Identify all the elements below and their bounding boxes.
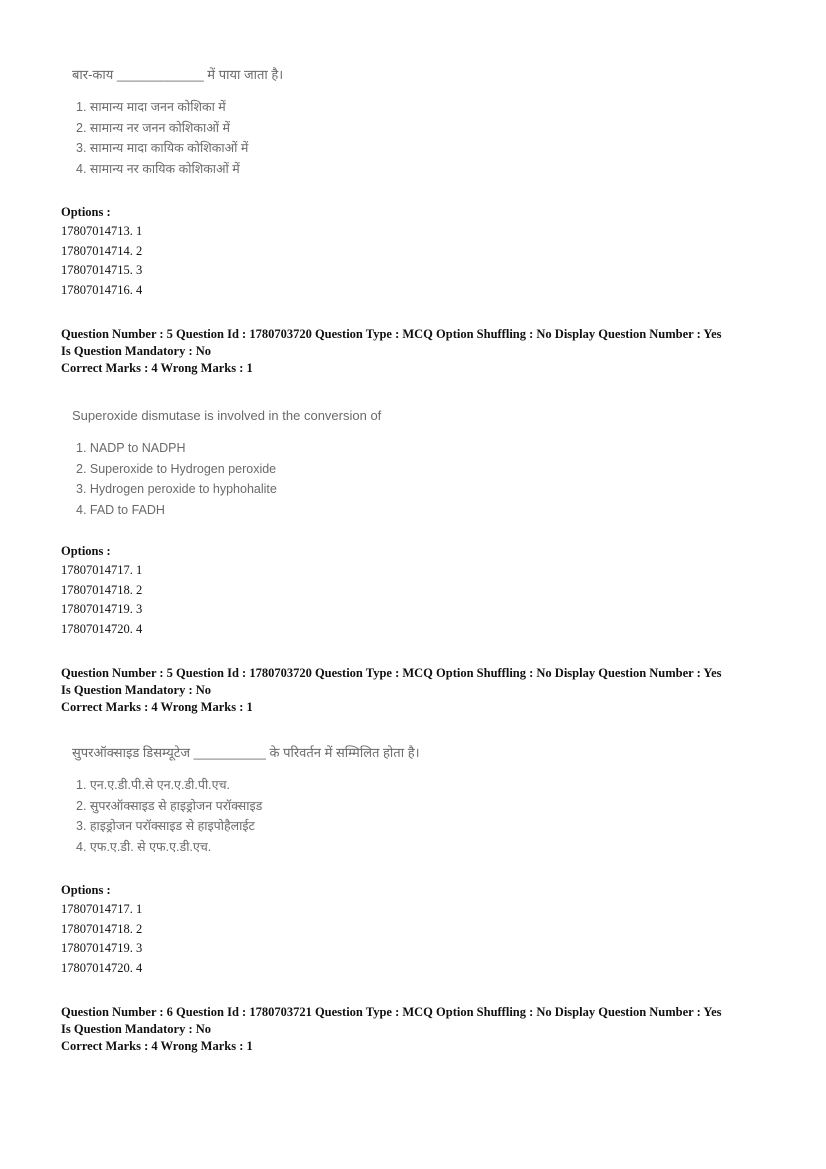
options-list — [61, 881, 781, 979]
answer-choices — [76, 775, 492, 857]
option-row: 17807014720. 4 — [61, 961, 143, 976]
option-row: 17807014713. 1 — [61, 224, 143, 238]
option-row: 17807014719. 3 — [61, 602, 143, 617]
option-row: 17807014715. 3 — [61, 263, 143, 278]
options-list — [61, 542, 781, 640]
answer-choice: 2. सामान्य नर जनन कोशिकाओं में — [76, 120, 230, 135]
option-row: 17807014714. 2 — [61, 243, 143, 258]
question-meta-line: Question Number : 6 Question Id : 1780703721 Question Type : MCQ Option Shuffling : No Display Question Number : Yes — [61, 1005, 722, 1019]
answer-choice: 3. Hydrogen peroxide to hyphohalite — [76, 482, 277, 496]
question-meta — [61, 326, 781, 377]
answer-choice: 4. एफ.ए.डी. से एफ.ए.डी.एच. — [76, 839, 212, 854]
answer-choice: 3. सामान्य मादा कायिक कोशिकाओं में — [76, 141, 249, 155]
option-row: 17807014719. 3 — [61, 941, 143, 956]
question-meta-line: Question Number : 5 Question Id : 1780703720 Question Type : MCQ Option Shuffling : No Display Question Number : Yes — [61, 666, 722, 680]
option-row: 17807014720. 4 — [61, 622, 143, 637]
question-meta-line: Is Question Mandatory : No — [61, 344, 212, 358]
marks-line: Correct Marks : 4 Wrong Marks : 1 — [61, 1039, 253, 1053]
option-row: 17807014716. 4 — [61, 283, 143, 298]
question-meta-line: Question Number : 5 Question Id : 1780703720 Question Type : MCQ Option Shuffling : No Display Question Number : Yes — [61, 327, 722, 341]
option-row: 17807014717. 1 — [61, 563, 143, 577]
question-meta-line: Is Question Mandatory : No — [61, 683, 212, 697]
question-stem: सुपरऑक्साइड डिसम्यूटेज __________ के परिवर्तन में सम्मिलित होता है। — [72, 745, 420, 760]
answer-choice: 4. सामान्य नर कायिक कोशिकाओं में — [76, 161, 240, 176]
marks-line: Correct Marks : 4 Wrong Marks : 1 — [61, 700, 253, 714]
options-list — [61, 203, 781, 301]
question-image-hindi-q5 — [72, 744, 492, 857]
answer-choice: 1. सामान्य मादा जनन कोशिका में — [76, 100, 226, 114]
question-stem: Superoxide dismutase is involved in the conversion of — [72, 408, 382, 423]
option-row: 17807014718. 2 — [61, 582, 143, 597]
options-label: Options : — [61, 883, 111, 897]
answer-choice: 4. FAD to FADH — [76, 502, 165, 517]
question-meta-line: Is Question Mandatory : No — [61, 1022, 212, 1036]
answer-choice: 2. Superoxide to Hydrogen peroxide — [76, 461, 277, 476]
answer-choice: 1. एन.ए.डी.पी.से एन.ए.डी.पी.एच. — [76, 778, 230, 792]
answer-choices — [76, 97, 492, 179]
option-row: 17807014718. 2 — [61, 921, 143, 936]
question-stem: बार-काय ____________ में पाया जाता है। — [72, 67, 284, 82]
answer-choice: 1. NADP to NADPH — [76, 441, 186, 455]
options-label: Options : — [61, 544, 111, 558]
question-image-english-q5 — [72, 407, 492, 520]
question-meta — [61, 1004, 781, 1055]
answer-choice: 3. हाइड्रोजन परॉक्साइड से हाइपोहैलाईट — [76, 819, 255, 833]
options-label: Options : — [61, 205, 111, 219]
option-row: 17807014717. 1 — [61, 902, 143, 916]
answer-choice: 2. सुपरऑक्साइड से हाइड्रोजन परॉक्साइड — [76, 798, 263, 813]
question-image-hindi-q4 — [72, 66, 492, 179]
marks-line: Correct Marks : 4 Wrong Marks : 1 — [61, 361, 253, 375]
question-meta — [61, 665, 781, 716]
answer-choices — [76, 438, 492, 520]
